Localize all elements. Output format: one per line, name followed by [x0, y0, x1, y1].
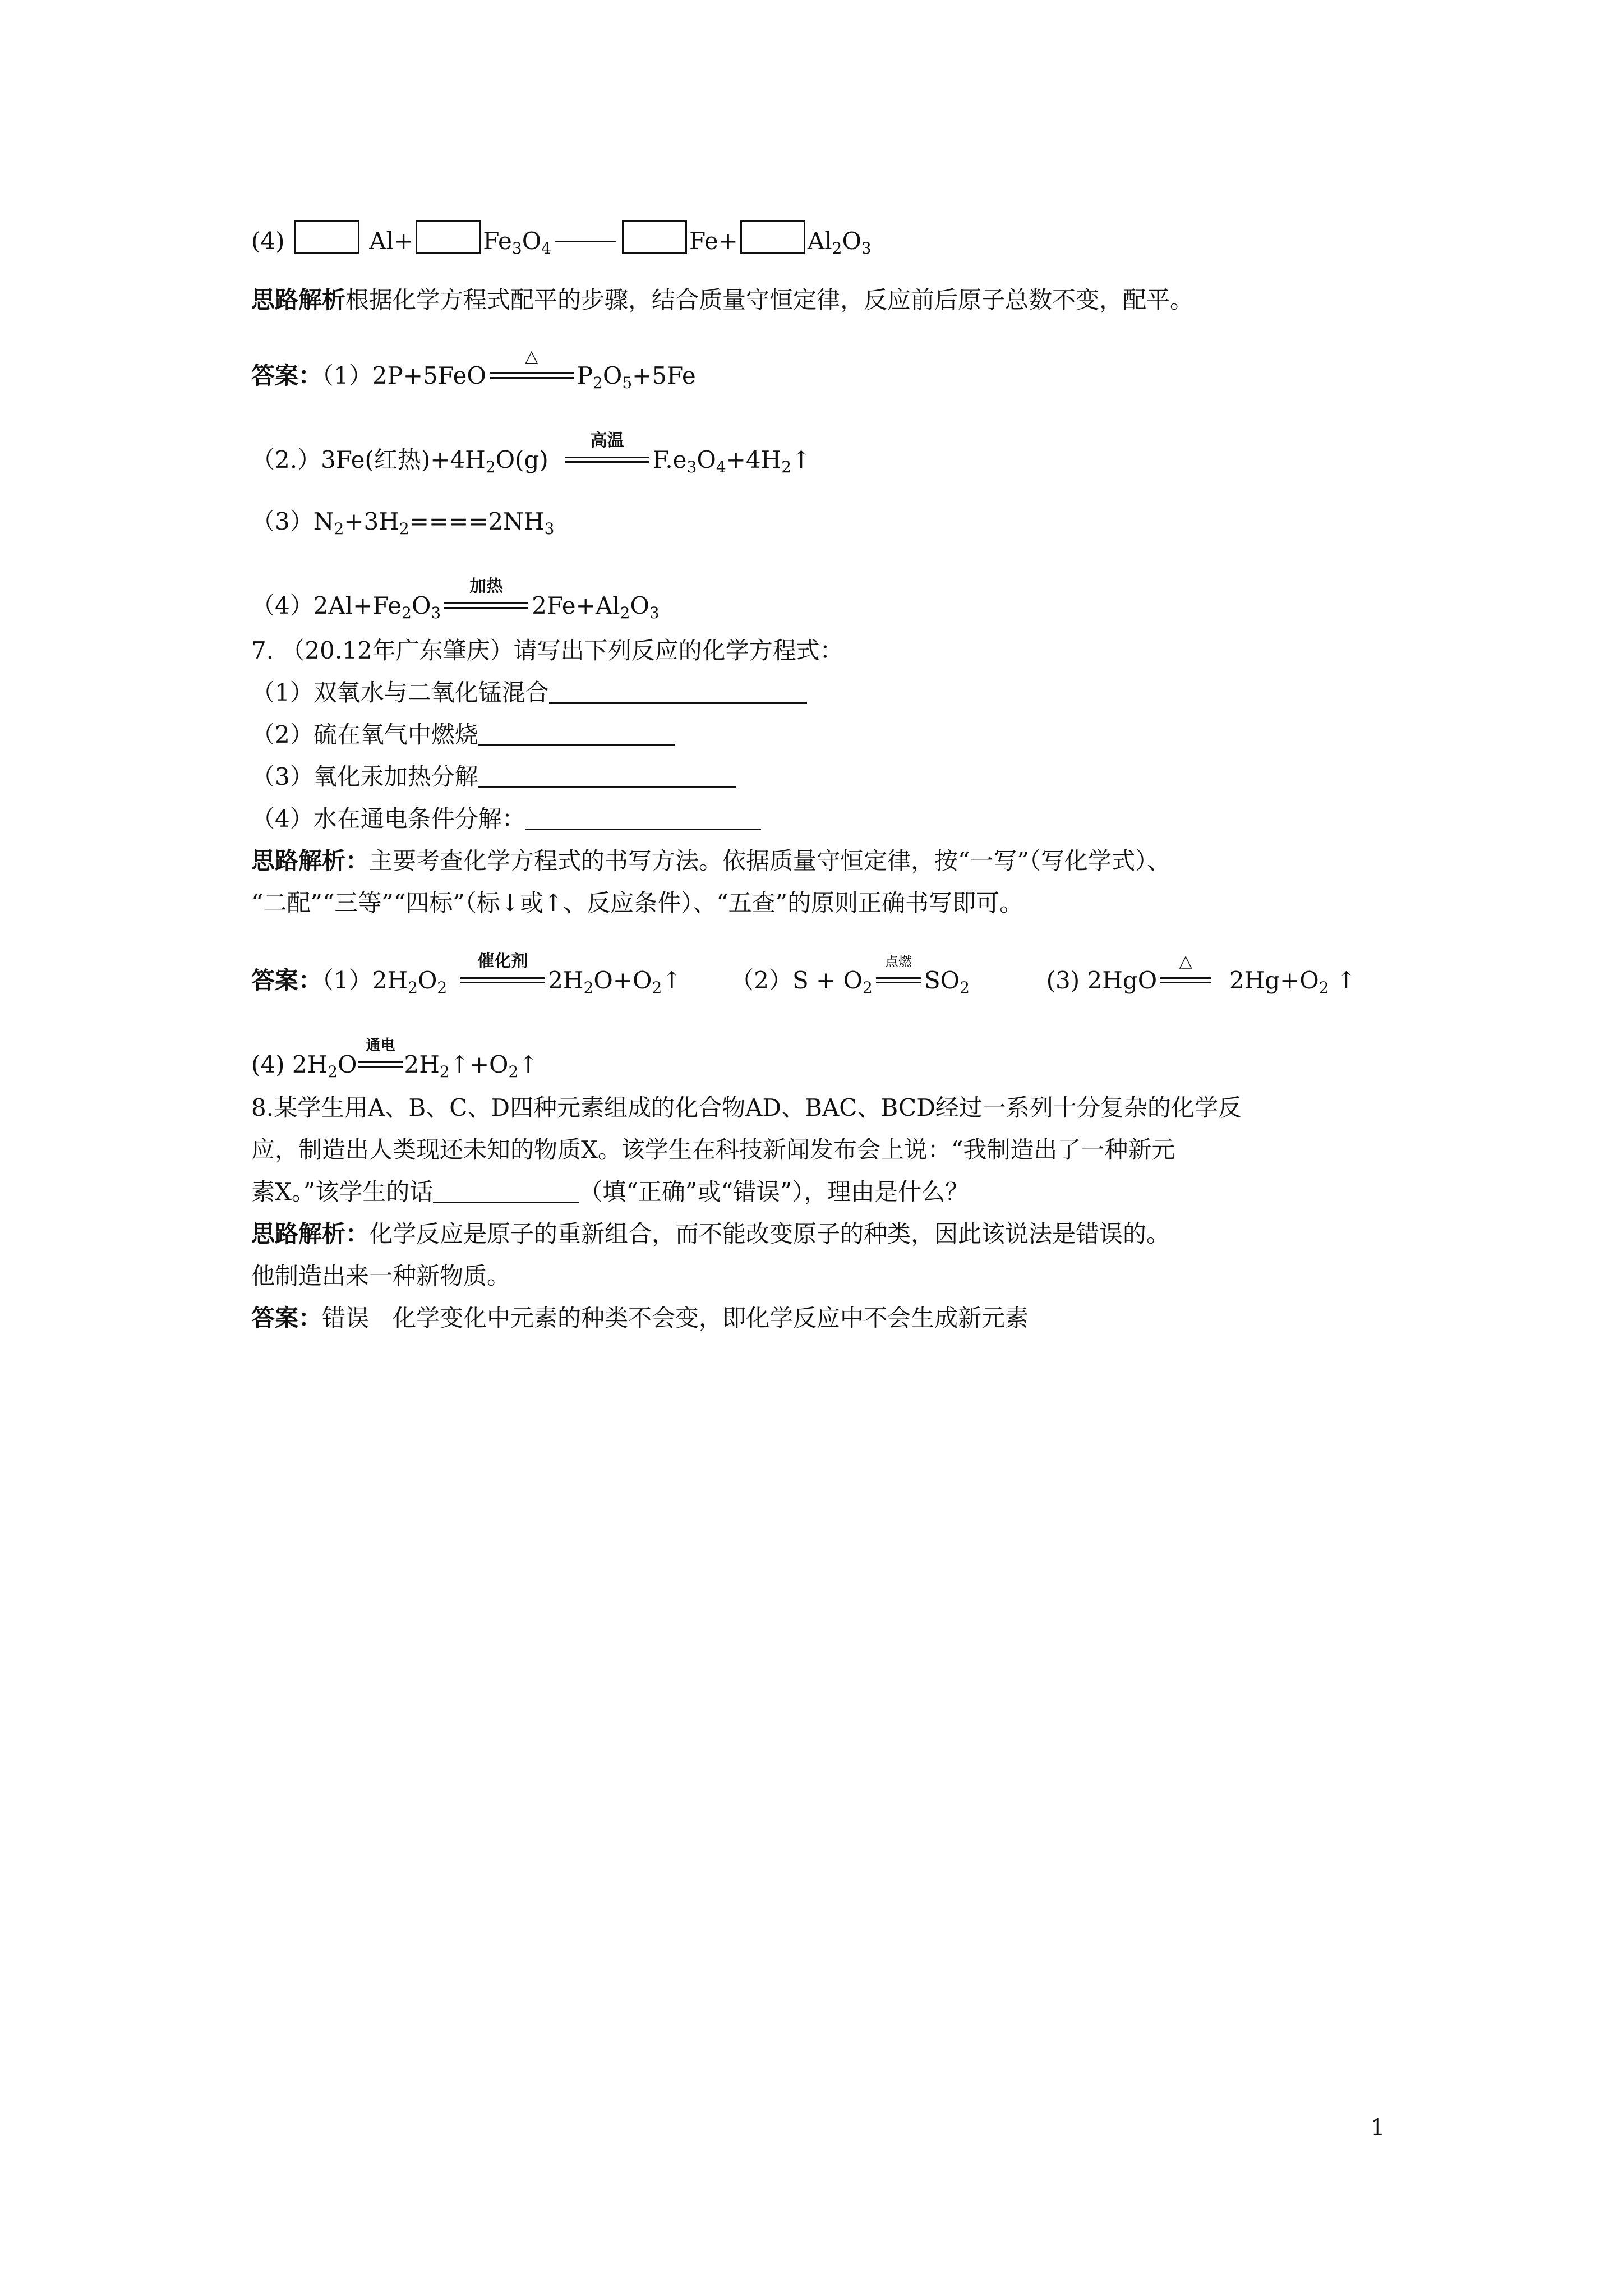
subscript: 2 — [402, 604, 412, 622]
q7-item-2 — [251, 718, 675, 752]
question-text: （填“正确”或“错误”），理由是什么？ — [579, 1178, 969, 1205]
question-text: （3）氧化汞加热分解 — [251, 763, 478, 790]
formula-text: SO — [924, 967, 960, 994]
q7-answer-row-1 — [251, 951, 1357, 997]
formula-text: 2P+5FeO — [372, 362, 486, 389]
subscript: 2 — [437, 978, 448, 997]
q6-answer-3 — [251, 505, 554, 539]
formula-text: P — [577, 362, 593, 389]
reaction-condition — [444, 577, 528, 613]
analysis-label: 思路解析： — [251, 1220, 370, 1248]
q7-answer-row-2 — [251, 1037, 538, 1082]
item-label: （1） — [322, 362, 372, 389]
analysis-text: 根据化学方程式配平的步骤，结合质量守恒定律，反应前后原子总数不变，配平。 — [345, 286, 1194, 314]
question-text: （4）水在通电条件分解： — [251, 805, 525, 832]
formula-text: Al+ — [369, 227, 414, 255]
analysis-label: 思路解析： — [251, 847, 370, 875]
condition-label: 通电 — [366, 1037, 395, 1054]
condition-label: 加热 — [469, 577, 504, 596]
condition-label: 点燃 — [884, 954, 912, 969]
condition-label: △ — [1179, 951, 1192, 971]
formula-text: 2Fe+Al — [532, 592, 620, 619]
subscript: 3 — [649, 604, 660, 622]
q8-analysis-1 — [251, 1217, 1170, 1251]
subscript: 2 — [781, 458, 792, 476]
item-label: （4） — [251, 592, 313, 619]
analysis-text: 化学反应是原子的重新组合，而不能改变原子的种类，因此该说法是错误的。 — [369, 1220, 1170, 1248]
subscript: 2 — [399, 519, 409, 538]
answer-blank[interactable] — [478, 764, 736, 788]
question-text: （2）硫在氧气中燃烧 — [251, 721, 478, 748]
item-label: （1） — [322, 967, 372, 994]
subscript: 4 — [716, 458, 726, 476]
formula-text: O+O — [593, 967, 652, 994]
answer-blank[interactable] — [478, 722, 675, 746]
formula-text: Fe+ — [689, 227, 738, 255]
analysis-text: 主要考查化学方程式的书写方法。依据质量守恒定律，按“一写”（写化学式）、 — [369, 847, 1170, 875]
q6-answer-4 — [251, 577, 660, 623]
formula-text: F.e — [652, 446, 687, 473]
item-label: (4) — [251, 227, 285, 255]
q7-title: 7. （20.12年广东肇庆）请写出下列反应的化学方程式： — [251, 637, 843, 664]
question-text: （1）双氧水与二氧化锰混合 — [251, 679, 549, 706]
q8-analysis-2: 他制造出来一种新物质。 — [251, 1262, 511, 1290]
formula-text: +4H — [726, 446, 782, 473]
formula-text: O — [417, 967, 437, 994]
blank-box[interactable] — [294, 220, 359, 254]
formula-text: ↑ — [1336, 967, 1357, 994]
q6-analysis — [251, 283, 1193, 317]
formula-text: 2H — [372, 967, 408, 994]
formula-text: ====2NH — [409, 508, 545, 535]
formula-text: O — [602, 362, 623, 389]
page-number: 1 — [1371, 2115, 1385, 2141]
subscript: 2 — [439, 1062, 450, 1081]
formula-text: +3H — [344, 508, 399, 535]
formula-text: 2HgO — [1087, 967, 1158, 994]
q7-item-1 — [251, 676, 807, 710]
formula-text: +5Fe — [632, 362, 696, 389]
item-label: (3) — [1046, 967, 1080, 994]
q8-line-1: 8.某学生用A、B、C、D四种元素组成的化合物AD、BAC、BCD经过一系列十分复杂的化学反 — [251, 1094, 1242, 1121]
answer-blank[interactable] — [525, 806, 761, 830]
reaction-condition — [490, 347, 574, 383]
formula-text: 2H — [404, 1051, 440, 1078]
subscript: 3 — [511, 239, 522, 257]
blank-box[interactable] — [740, 220, 805, 254]
analysis-label: 思路解析 — [251, 286, 346, 314]
formula-text: O(g) — [495, 446, 548, 473]
formula-text: 3Fe(红热)+4H — [321, 446, 486, 473]
q8-line-2: 应，制造出人类现还未知的物质X。该学生在科技新闻发布会上说：“我制造出了一种新元 — [251, 1136, 1175, 1163]
subscript: 2 — [620, 604, 630, 622]
formula-text: O — [697, 446, 716, 473]
item-label: （2.） — [251, 446, 321, 473]
formula-text: ↑ — [791, 446, 811, 473]
subscript: 3 — [861, 239, 872, 257]
subscript: 2 — [508, 1062, 519, 1081]
reaction-dash — [555, 241, 616, 242]
q8-line-3 — [251, 1175, 969, 1209]
q7-analysis-1 — [251, 844, 1170, 878]
subscript: 3 — [686, 458, 697, 476]
answer-blank[interactable] — [433, 1179, 579, 1203]
formula-text: ↑ — [518, 1051, 538, 1078]
formula-text: O — [630, 592, 649, 619]
formula-text: S + O — [792, 967, 863, 994]
question-text: 素X。”该学生的话 — [251, 1178, 434, 1205]
formula-text: 2H — [292, 1051, 328, 1078]
reaction-condition — [876, 954, 921, 987]
q7-item-3 — [251, 760, 736, 794]
subscript: 3 — [544, 519, 555, 538]
subscript: 2 — [1318, 978, 1329, 997]
formula-text: O — [411, 592, 431, 619]
q6-item4-equation — [251, 220, 872, 258]
formula-text: Fe — [483, 227, 512, 255]
reaction-condition — [460, 951, 545, 987]
subscript: 2 — [960, 978, 970, 997]
item-label: (4) — [251, 1051, 285, 1078]
q6-answer-1 — [251, 347, 696, 393]
formula-text: Al — [807, 227, 832, 255]
answer-label: 答案： — [251, 362, 322, 389]
formula-text: O — [522, 227, 542, 255]
item-label: （2） — [730, 967, 792, 994]
formula-text: ↑ — [662, 967, 682, 994]
q7-analysis-2: “二配”“三等”“四标”（标↓或↑、反应条件）、“五查”的原则正确书写即可。 — [251, 889, 1023, 917]
formula-text: 2Hg+O — [1229, 967, 1319, 994]
blank-box[interactable] — [622, 220, 687, 254]
blank-box[interactable] — [416, 220, 481, 254]
subscript: 4 — [541, 239, 551, 257]
formula-text: O — [338, 1051, 357, 1078]
formula-text: O — [842, 227, 861, 255]
subscript: 2 — [832, 239, 842, 257]
formula-text: 2H — [548, 967, 584, 994]
subscript: 2 — [863, 978, 873, 997]
answer-label: 答案： — [251, 967, 322, 994]
subscript: 2 — [408, 978, 418, 997]
q7-item-4 — [251, 802, 761, 836]
formula-text: 2Al+Fe — [313, 592, 402, 619]
condition-label: 催化剂 — [477, 951, 528, 971]
reaction-condition — [565, 431, 649, 467]
subscript: 2 — [652, 978, 662, 997]
subscript: 5 — [622, 374, 633, 392]
answer-blank[interactable] — [549, 680, 807, 704]
reaction-condition — [1160, 951, 1211, 987]
answer-label: 答案： — [251, 1304, 322, 1332]
subscript: 2 — [334, 519, 344, 538]
subscript: 3 — [431, 604, 441, 622]
condition-label: △ — [525, 347, 538, 366]
formula-text: ↑+O — [449, 1051, 509, 1078]
reaction-condition — [358, 1037, 403, 1071]
q6-answer-2 — [251, 431, 811, 477]
subscript: 2 — [593, 374, 603, 392]
subscript: 2 — [485, 458, 496, 476]
q8-answer — [251, 1301, 1029, 1335]
answer-text: 错误 化学变化中元素的种类不会变，即化学反应中不会生成新元素 — [322, 1304, 1029, 1332]
subscript: 2 — [328, 1062, 338, 1081]
formula-text: N — [313, 508, 334, 535]
subscript: 2 — [583, 978, 594, 997]
condition-label: 高温 — [590, 431, 624, 450]
item-label: （3） — [251, 508, 313, 535]
